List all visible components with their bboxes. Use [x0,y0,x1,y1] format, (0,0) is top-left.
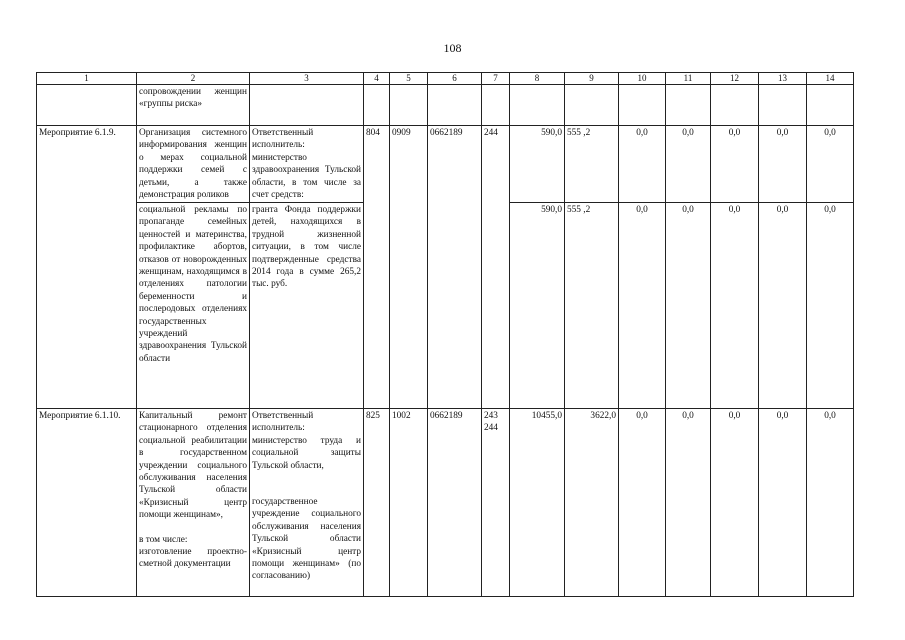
measure-6-1-10-c7: 243 244 [482,409,510,597]
measure-6-1-9-executor: Ответственный исполнитель: министерство здравоохранения Тульской области, в том числе за счет средств: [250,126,364,203]
measure-6-1-10-c14: 0,0 [807,409,854,597]
measure-6-1-9-c4: 804 [364,126,390,409]
measure-6-1-9-r2-c14: 0,0 [807,203,854,409]
measure-6-1-10-executor-cell [250,409,364,597]
measure-6-1-9-r2-c11: 0,0 [666,203,711,409]
header-col-12: 12 [711,73,759,85]
header-col-4: 4 [364,73,390,85]
measure-6-1-10-c11: 0,0 [666,409,711,597]
header-col-1: 1 [37,73,137,85]
table-row [37,409,854,597]
measure-6-1-9-r2-c10: 0,0 [619,203,666,409]
measure-6-1-9-c6: 0662189 [428,126,482,409]
header-col-11: 11 [666,73,711,85]
measure-6-1-10-name: Мероприятие 6.1.10. [37,409,137,597]
measure-6-1-10-c5: 1002 [390,409,428,597]
header-row [37,73,854,85]
header-col-7: 7 [482,73,510,85]
table-row [37,126,854,203]
measure-6-1-10-c12: 0,0 [711,409,759,597]
measure-6-1-10-c8: 10455,0 [510,409,565,597]
measure-6-1-10-c4: 825 [364,409,390,597]
measure-6-1-9-r1-c9: 555 ,2 [565,126,619,203]
measure-6-1-10-description-cell [137,409,250,597]
program-table [36,72,854,597]
measure-6-1-9-description-cont: социальной рекламы по пропаганде семейных ценностей и материнства, профилактике абортов, отказов от новорожденных женщинам, находящимся в отделениях патологии беременности и послеродовых отделениях государственных учреждений здравоохранения Тульской области [137,203,250,409]
measure-6-1-10-c13: 0,0 [759,409,807,597]
measure-6-1-9-r2-c12: 0,0 [711,203,759,409]
continuation-row [37,85,854,126]
measure-6-1-10-executor: Ответственный исполнитель: министерство труда и социальной защиты Тульской области, [252,411,361,471]
measure-6-1-9-r1-c11: 0,0 [666,126,711,203]
measure-6-1-9-r2-c8: 590,0 [510,203,565,409]
measure-6-1-9-r1-c12: 0,0 [711,126,759,203]
page-number: 108 [443,41,462,55]
measure-6-1-10-co-executor: государственное учреждение социального обслуживания населения Тульской области «Кризисный центр помощи женщинам» (по согласованию) [252,497,361,582]
measure-6-1-9-r2-c9: 555 ,2 [565,203,619,409]
measure-6-1-9-r1-c8: 590,0 [510,126,565,203]
measure-6-1-10-c10: 0,0 [619,409,666,597]
header-col-9: 9 [565,73,619,85]
header-col-2: 2 [137,73,250,85]
measure-6-1-10-sub-label: в том числе: [139,534,188,545]
measure-6-1-9-r1-c13: 0,0 [759,126,807,203]
header-col-6: 6 [428,73,482,85]
measure-6-1-9-r1-c14: 0,0 [807,126,854,203]
measure-6-1-10-c6: 0662189 [428,409,482,597]
measure-6-1-9-description: Организация системного информирования женщин о мерах социальной поддержки семей с детьми, а также демонстрация роликов [137,126,250,203]
header-col-3: 3 [250,73,364,85]
measure-6-1-10-sub-description: изготовление проектно-сметной документации [139,547,247,570]
measure-6-1-9-r1-c10: 0,0 [619,126,666,203]
measure-6-1-9-c5: 0909 [390,126,428,409]
continuation-text: сопровождении женщин «группы риска» [137,85,250,126]
measure-6-1-9-executor-cont: гранта Фонда поддержки детей, находящихся в трудной жизненной ситуации, в том числе подтвержденные средства 2014 года в сумме 265,2 тыс. руб. [250,203,364,409]
measure-6-1-9-name: Мероприятие 6.1.9. [37,126,137,409]
measure-6-1-9-c7: 244 [482,126,510,409]
header-col-10: 10 [619,73,666,85]
measure-6-1-9-r2-c13: 0,0 [759,203,807,409]
header-col-14: 14 [807,73,854,85]
header-col-13: 13 [759,73,807,85]
measure-6-1-10-description: Капитальный ремонт стационарного отделения социальной реабилитации в государственном учреждении социального обслуживания населения Тульской области «Кризисный центр помощи женщинам», [139,411,247,521]
measure-6-1-10-c9: 3622,0 [565,409,619,597]
header-col-8: 8 [510,73,565,85]
header-col-5: 5 [390,73,428,85]
